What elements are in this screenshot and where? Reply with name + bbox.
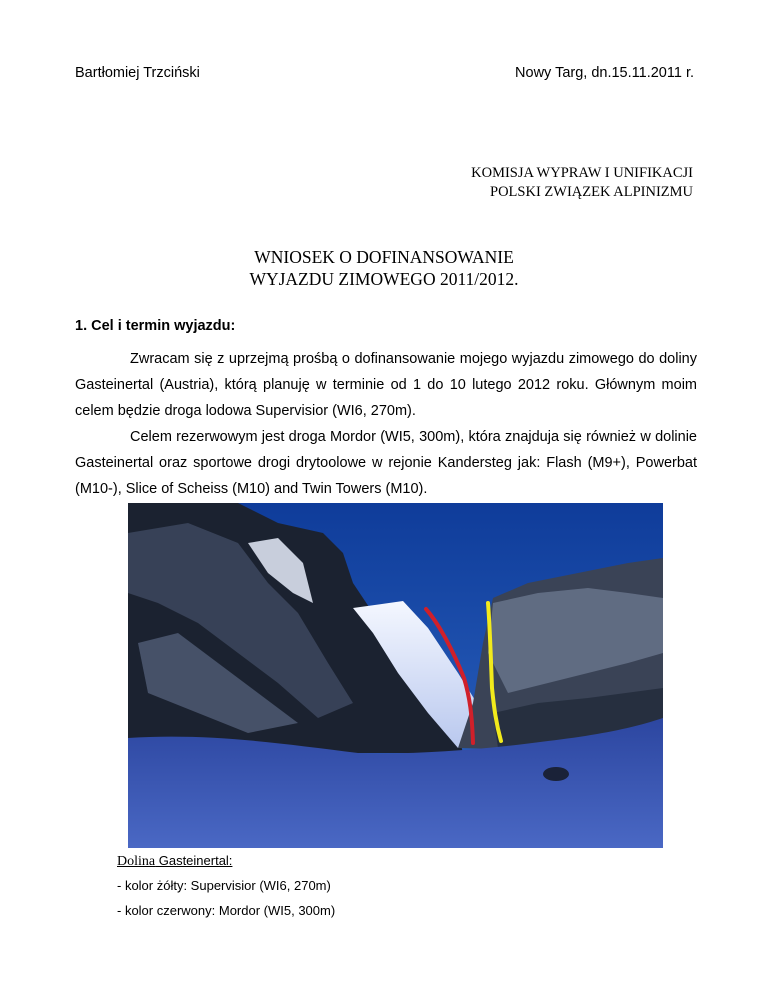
author-name: Bartłomiej Trzciński xyxy=(75,65,200,81)
valley-photo xyxy=(128,503,663,848)
place-date: Nowy Targ, dn.15.11.2011 r. xyxy=(515,65,694,81)
title-line-2: WYJAZDU ZIMOWEGO 2011/2012. xyxy=(249,269,519,289)
title-line-1: WNIOSEK O DOFINANSOWANIE xyxy=(254,247,514,267)
paragraph-goal: Zwracam się z uprzejmą prośbą o dofinansowanie mojego wyjazdu zimowego do doliny Gasteinertal (Austria), którą planuję w terminie od 1 do 10 lutego 2012 roku. Głównym moim celem będzie droga lodowa Supervisior (WI6, 270m). xyxy=(75,351,697,419)
recipient-line-1: KOMISJA WYPRAW I UNIFIKACJI xyxy=(471,165,693,181)
caption-title xyxy=(117,853,232,870)
paragraph-reserve: Celem rezerwowym jest droga Mordor (WI5, 300m), która znajduja się również w dolinie Gasteinertal oraz sportowe drogi drytoolowe w rejonie Kandersteg jak: Flash (M9+), Powerbat (M10-), Slice of Scheiss (M10) and Twin Towers (M10). xyxy=(75,429,697,497)
recipient-block xyxy=(471,164,693,202)
caption-red-route: - kolor czerwony: Mordor (WI5, 300m) xyxy=(117,903,336,918)
recipient-line-2: POLSKI ZWIĄZEK ALPINIZMU xyxy=(490,184,693,200)
section-heading: 1. Cel i termin wyjazdu: xyxy=(75,318,236,334)
document-title xyxy=(0,246,768,290)
caption-yellow-route: - kolor żółty: Supervisior (WI6, 270m) xyxy=(117,878,331,893)
caption-title-name: Gasteinertal: xyxy=(155,853,233,868)
caption-title-dolina: Dolina xyxy=(117,854,156,869)
